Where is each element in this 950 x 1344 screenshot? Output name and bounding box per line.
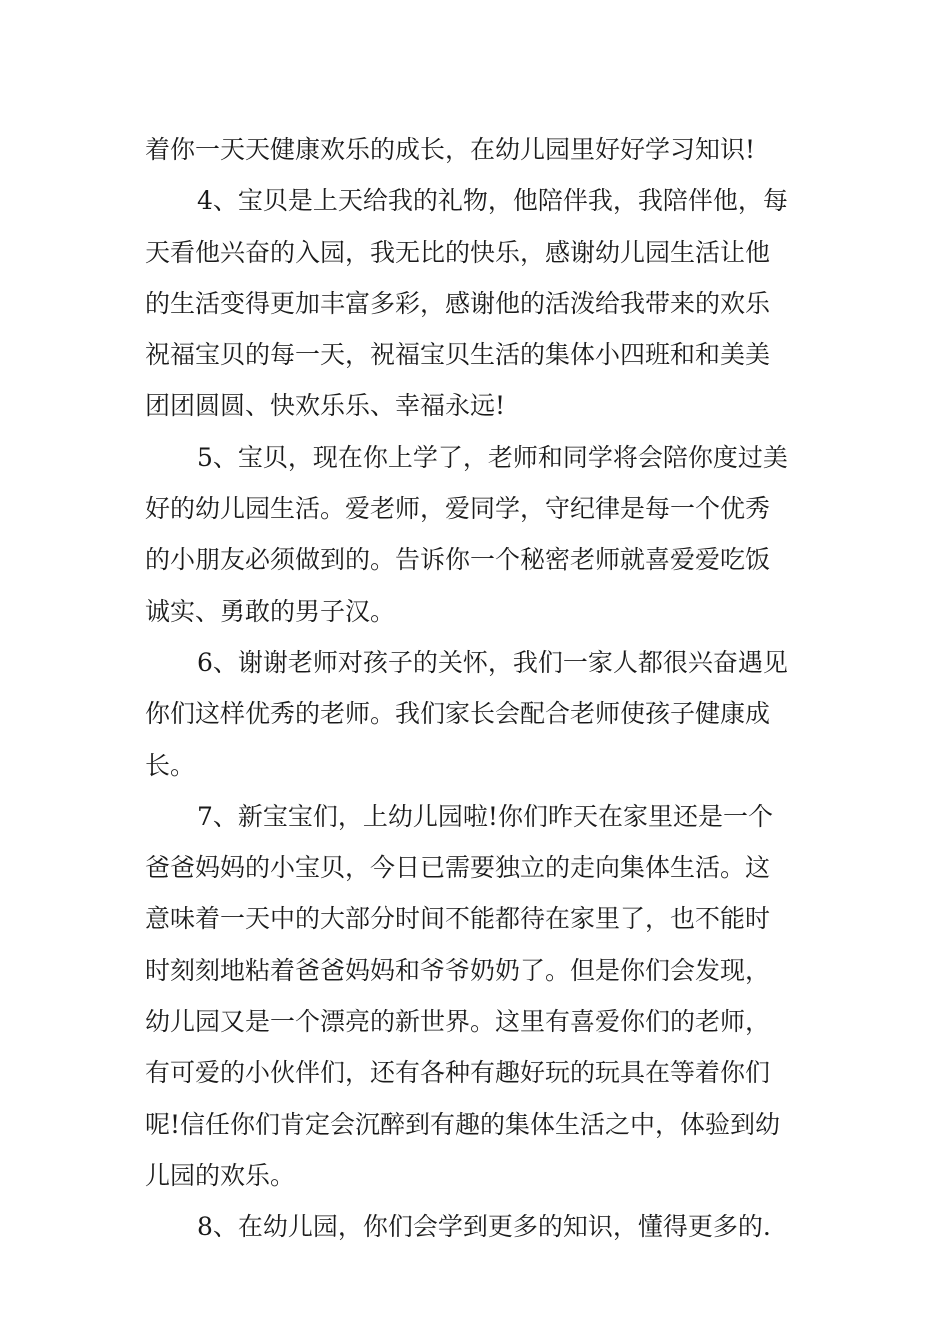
text-line: 意味着一天中的大部分时间不能都待在家里了，也不能时 <box>145 904 771 934</box>
text-line: 儿园的欢乐。 <box>145 1160 296 1190</box>
text-line: 你们这样优秀的老师。我们家长会配合老师使孩子健康成 <box>145 699 771 729</box>
paragraph-7-start: 7、新宝宝们，上幼儿园啦!你们昨天在家里还是一个 <box>197 801 773 831</box>
text-line: 的小朋友必须做到的。告诉你一个秘密老师就喜爱爱吃饭 <box>145 545 771 575</box>
text-line: 的生活变得更加丰富多彩，感谢他的活泼给我带来的欢乐 <box>145 288 771 318</box>
text-line: 祝福宝贝的每一天，祝福宝贝生活的集体小四班和和美美 <box>145 340 771 370</box>
text-line: 团团圆圆、快欢乐乐、幸福永远! <box>145 391 506 421</box>
text-line: 幼儿园又是一个漂亮的新世界。这里有喜爱你们的老师， <box>145 1007 771 1037</box>
text-line: 长。 <box>145 750 196 780</box>
paragraph-5-start: 5、宝贝，现在你上学了，老师和同学将会陪你度过美 <box>197 442 788 472</box>
text-line: 呢!信任你们肯定会沉醉到有趣的集体生活之中，体验到幼 <box>145 1109 781 1139</box>
paragraph-4-start: 4、宝贝是上天给我的礼物，他陪伴我，我陪伴他，每 <box>197 186 788 216</box>
text-line: 有可爱的小伙伴们，还有各种有趣好玩的玩具在等着你们 <box>145 1058 771 1088</box>
text-line: 诚实、勇敢的男子汉。 <box>145 596 396 626</box>
paragraph-6-start: 6、谢谢老师对孩子的关怀，我们一家人都很兴奋遇见 <box>197 647 788 677</box>
text-line: 天看他兴奋的入园，我无比的快乐，感谢幼儿园生活让他 <box>145 237 771 267</box>
text-line: 爸爸妈妈的小宝贝，今日已需要独立的走向集体生活。这 <box>145 853 771 883</box>
text-line: 好的幼儿园生活。爱老师，爱同学，守纪律是每一个优秀 <box>145 494 771 524</box>
text-line: 着你一天天健康欢乐的成长，在幼儿园里好好学习知识! <box>145 135 756 164</box>
paragraph-8-start: 8、在幼儿园，你们会学到更多的知识，懂得更多的. <box>197 1212 771 1242</box>
document-body <box>145 124 810 1253</box>
text-line: 时刻刻地粘着爸爸妈妈和爷爷奶奶了。但是你们会发现， <box>145 955 771 985</box>
